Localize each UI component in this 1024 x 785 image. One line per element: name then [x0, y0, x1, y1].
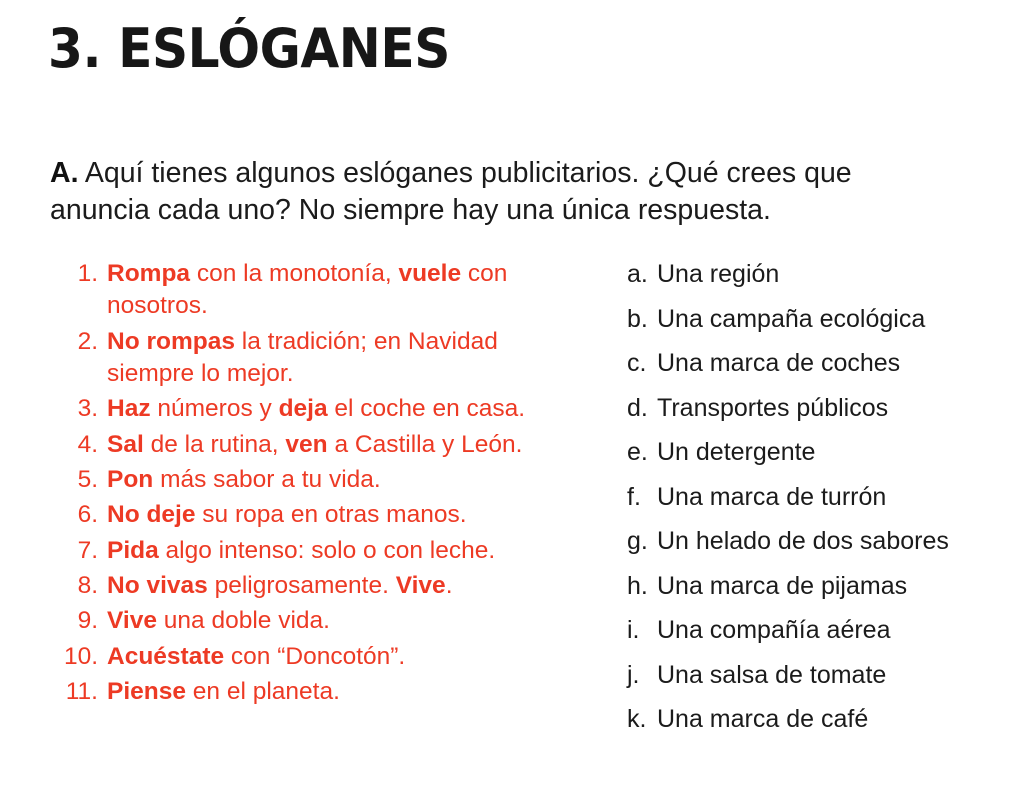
option-label: h. [627, 571, 648, 600]
slogan-text: Rompa con la monotonía, vuele con nosotros. [107, 260, 508, 320]
slogan-text: Haz números y deja el coche en casa. [107, 395, 526, 423]
slogan-text: No deje su ropa en otras manos. [107, 501, 467, 529]
option-text: Una marca de café [657, 705, 869, 733]
option-item [627, 660, 1024, 689]
option-item [627, 393, 1024, 422]
slogan-item [50, 570, 585, 602]
option-text: Una compañía aérea [657, 616, 891, 644]
slogan-text: Pon más sabor a tu vida. [107, 465, 381, 493]
slogan-item [50, 641, 585, 673]
slogan-text: No vivas peligrosamente. Vive. [107, 571, 453, 599]
option-label: b. [627, 304, 648, 333]
section-heading: 3. ESLÓGANES [48, 17, 450, 80]
slogan-text: Acuéstate con “Doncotón”. [107, 642, 406, 670]
option-text: Una región [657, 260, 780, 288]
option-item [627, 304, 1024, 333]
option-label: c. [627, 349, 647, 377]
option-list [627, 262, 1024, 732]
slogan-item [50, 464, 585, 496]
slogan-item [50, 605, 585, 637]
slogan-number: 10. [63, 642, 98, 670]
option-item [627, 262, 1024, 287]
exercise-columns [50, 258, 990, 752]
slogan-item [50, 393, 585, 425]
option-text: Un detergente [657, 438, 816, 466]
slogan-item [50, 499, 585, 531]
options-column [585, 258, 1024, 752]
option-text: Transportes públicos [657, 393, 889, 422]
option-label: f. [627, 482, 641, 511]
slogan-text: Vive una doble vida. [107, 607, 330, 635]
slogan-number: 7. [77, 536, 98, 564]
slogan-number: 4. [77, 430, 98, 458]
slogan-item [50, 258, 585, 323]
slogan-text: Pida algo intenso: solo o con leche. [107, 536, 496, 564]
option-text: Una marca de coches [657, 349, 901, 377]
activity-instruction-text: Aquí tienes algunos eslóganes publicitarios. ¿Qué crees que anuncia cada uno? No siempre hay una única respuesta. [50, 156, 852, 227]
option-text: Un helado de dos sabores [657, 527, 949, 555]
option-label: k. [627, 705, 647, 733]
slogan-number: 9. [77, 607, 98, 635]
slogan-item [50, 429, 585, 461]
option-item [627, 618, 1024, 643]
activity-letter: A. [50, 156, 79, 189]
slogan-item [50, 535, 585, 567]
slogan-number: 1. [77, 260, 98, 287]
slogan-item [50, 676, 585, 708]
slogan-number: 5. [77, 465, 98, 493]
option-label: g. [627, 527, 648, 555]
slogan-number: 3. [77, 395, 98, 423]
slogan-text: Piense en el planeta. [107, 677, 340, 705]
option-item [627, 571, 1024, 600]
slogan-number: 2. [77, 327, 98, 355]
slogan-text: No rompas la tradición; en Navidad siempre lo mejor. [107, 327, 498, 387]
option-item [627, 482, 1024, 511]
option-item [627, 529, 1024, 554]
option-label: d. [627, 393, 648, 422]
option-label: e. [627, 438, 648, 466]
slogan-item [50, 326, 585, 391]
option-label: j. [627, 660, 640, 689]
option-item [627, 707, 1024, 732]
slogan-text: Sal de la rutina, ven a Castilla y León. [107, 430, 523, 458]
option-item [627, 351, 1024, 376]
option-label: i. [627, 616, 640, 644]
slogans-column [50, 258, 585, 711]
slogan-number: 6. [77, 501, 98, 529]
option-text: Una marca de pijamas [657, 571, 908, 600]
slogan-number: 8. [77, 571, 98, 599]
activity-instructions [50, 155, 920, 231]
option-item [627, 440, 1024, 465]
option-text: Una campaña ecológica [657, 304, 926, 333]
slogan-list [50, 258, 585, 708]
slogan-number: 11. [65, 677, 98, 705]
option-text: Una salsa de tomate [657, 660, 887, 689]
option-label: a. [627, 260, 648, 288]
option-text: Una marca de turrón [657, 482, 887, 511]
